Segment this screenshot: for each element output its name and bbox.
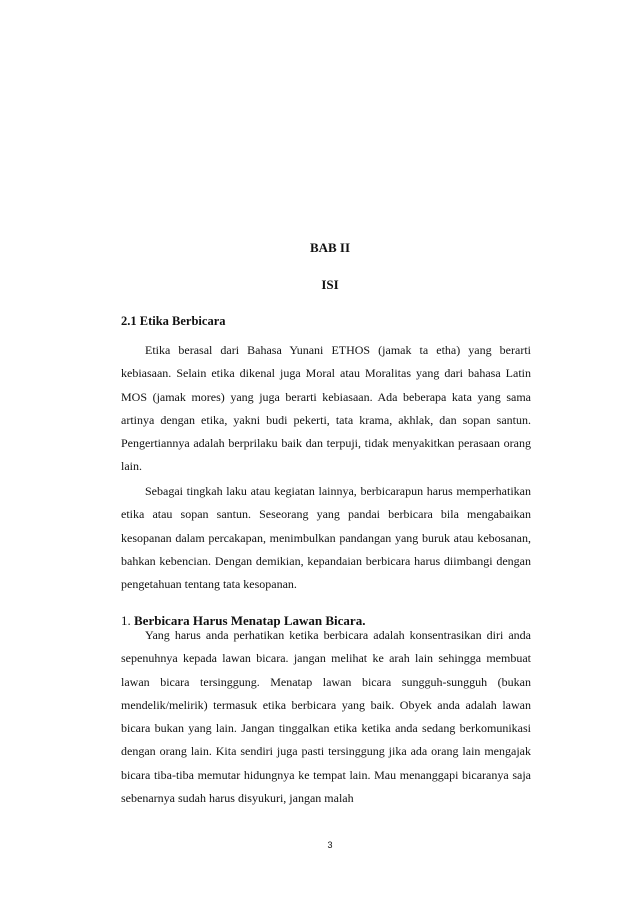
page-number: 3 <box>327 840 333 850</box>
chapter-title: ISI <box>321 277 339 292</box>
subsection-title: Berbicara Harus Menatap Lawan Bicara. <box>134 613 366 628</box>
paragraph-text: Etika berasal dari Bahasa Yunani ETHOS (jamak ta etha) yang berarti kebiasaan. Selain etika dikenal juga Moral atau Moralitas yang dari bahasa Latin MOS (jamak mores) yang juga berarti kebiasaan. Ada beberapa kata yang sama artinya dengan etika, yakni budi pekerti, tata krama, akhlak, dan sopan santun. Pengertiannya adalah berprilaku baik dan terpuji, tidak menyakitkan perasaan orang lain. <box>121 343 531 474</box>
paragraph-etika-definition <box>121 339 531 479</box>
subsection-number: 1. <box>121 613 131 628</box>
chapter-number: BAB II <box>309 240 351 255</box>
section-heading: 2.1 Etika Berbicara <box>121 314 226 328</box>
paragraph-etika-berbicara <box>121 480 531 596</box>
paragraph-text: Sebagai tingkah laku atau kegiatan lainnya, berbicarapun harus memperhatikan etika atau sopan santun. Seseorang yang pandai berbicara bila mengabaikan kesopanan dalam percakapan, menimbulkan pandangan yang buruk atau kebosanan, bahkan kebencian. Dengan demikian, kepandaian berbicara harus diimbangi dengan pengetahuan tentang tata kesopanan. <box>121 484 531 592</box>
paragraph-text: Yang harus anda perhatikan ketika berbicara adalah konsentrasikan diri anda sepenuhnya kepada lawan bicara. jangan melihat ke arah lain sehingga membuat lawan bicara tersinggung. Menatap lawan bicara sungguh-sungguh (bukan mendelik/melirik) termasuk etika berbicara yang baik. Obyek anda adalah lawan bicara bukan yang lain. Jangan tinggalkan etika ketika anda sedang berkomunikasi dengan orang lain. Kita sendiri juga pasti tersinggung jika ada orang lain mengajak bicara tiba-tiba memutar hidungnya ke tempat lain. Mau menanggapi bicaranya saja sebenarnya sudah harus disyukuri, jangan malah <box>121 628 531 806</box>
paragraph-menatap-lawan-bicara <box>121 624 531 810</box>
